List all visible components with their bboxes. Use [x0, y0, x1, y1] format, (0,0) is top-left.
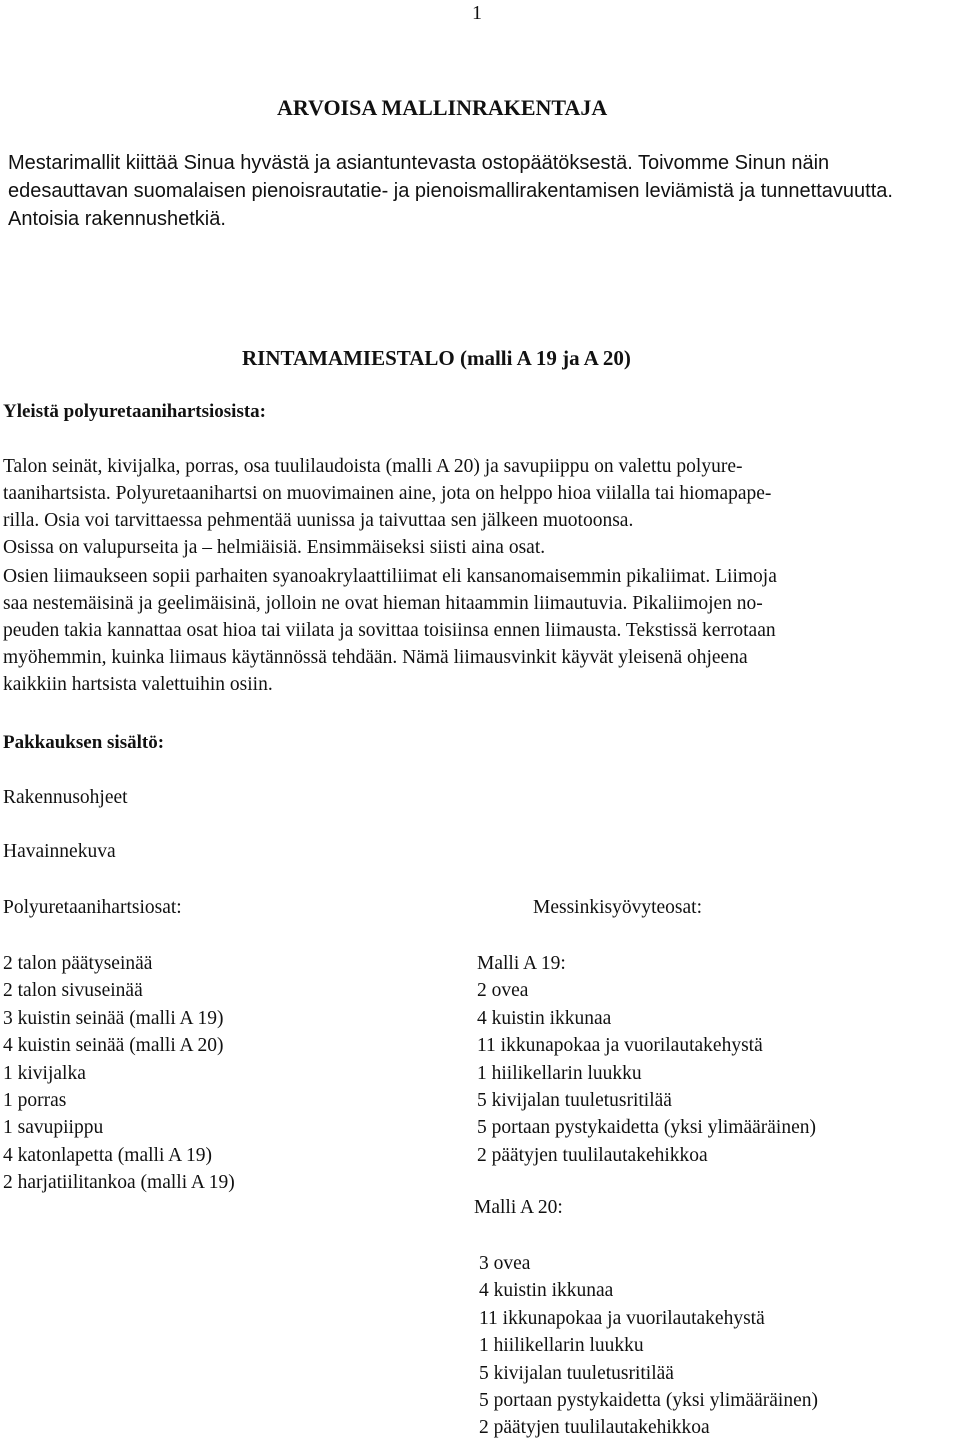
body-line: rilla. Osia voi tarvittaessa pehmentää uunissa ja taivuttaa sen jälkeen muotoonsa.: [3, 510, 634, 531]
page-title: ARVOISA MALLINRAKENTAJA: [277, 95, 608, 120]
page-number: 1: [472, 2, 482, 24]
list-item: 1 savupiippu: [3, 1117, 104, 1139]
list-item: 2 päätyjen tuulilautakehikkoa: [479, 1417, 710, 1439]
list-item: 3 kuistin seinää (malli A 19): [3, 1007, 224, 1029]
list-item: 5 portaan pystykaidetta (yksi ylimääräinen): [477, 1117, 816, 1139]
list-item: 1 porras: [3, 1089, 67, 1111]
list-item: 2 ovea: [477, 980, 529, 1002]
model-a20-heading: Malli A 20:: [474, 1197, 563, 1218]
body-line: Osissa on valupurseita ja – helmiäisiä. Ensimmäiseksi siisti aina osat.: [3, 537, 546, 558]
intro-line: Antoisia rakennushetkiä.: [8, 208, 226, 230]
body-line: peuden takia kannattaa osat hioa tai viilata ja sovittaa toisiinsa ennen liimausta. Tekstissä kerrotaan: [3, 620, 776, 641]
contents-item-instructions: Rakennusohjeet: [3, 787, 128, 808]
list-item: 2 päätyjen tuulilautakehikkoa: [477, 1144, 708, 1166]
model-a19-list: [477, 950, 816, 1169]
model-a20-list: [479, 1250, 818, 1442]
list-item: 11 ikkunapokaa ja vuorilautakehystä: [477, 1035, 763, 1057]
list-item: 2 talon sivuseinää: [3, 980, 143, 1002]
body-line: saa nestemäisinä ja geelimäisinä, jolloin ne ovat hieman hitaammin liimautuvia. Pikaliimojen no-: [3, 593, 763, 614]
list-item: 4 kuistin ikkunaa: [479, 1280, 614, 1302]
list-item: 1 kivijalka: [3, 1062, 86, 1084]
contents-item-illustration: Havainnekuva: [3, 841, 116, 862]
body-line: myöhemmin, kuinka liimaus käytännössä tehdään. Nämä liimausvinkit käyvät yleisenä ohjeena: [3, 647, 748, 668]
list-item: 4 katonlapetta (malli A 19): [3, 1144, 213, 1166]
list-item: 1 hiilikellarin luukku: [477, 1062, 642, 1084]
list-item: 2 talon päätyseinää: [3, 953, 153, 974]
model-a19-heading: Malli A 19:: [477, 953, 566, 974]
list-item: 3 ovea: [479, 1253, 531, 1274]
body-line: Osien liimaukseen sopii parhaiten syanoakrylaattiliimat eli kansanomaisemmin pikaliimat. Liimoja: [3, 566, 777, 587]
list-item: 5 kivijalan tuuletusritilää: [477, 1089, 672, 1111]
resin-parts-heading: Polyuretaanihartsiosat:: [3, 897, 182, 918]
list-item: 1 hiilikellarin luukku: [479, 1335, 644, 1357]
body-line: kaikkiin hartsista valettuihin osiin.: [3, 674, 273, 695]
intro-line: Mestarimallit kiittää Sinua hyvästä ja asiantuntevasta ostopäätöksestä. Toivomme Sinun näin: [8, 152, 830, 174]
intro-line: edesauttavan suomalaisen pienoisrautatie- ja pienoismallirakentamisen leviämistä ja tunnettavuutta.: [8, 180, 893, 202]
list-item: 5 portaan pystykaidetta (yksi ylimääräinen): [479, 1389, 818, 1411]
product-title: RINTAMAMIESTALO (malli A 19 ja A 20): [242, 346, 631, 370]
list-item: 4 kuistin seinää (malli A 20): [3, 1035, 224, 1057]
list-item: 2 harjatiilitankoa (malli A 19): [3, 1172, 235, 1194]
general-heading: Yleistä polyuretaanihartsiosista:: [3, 401, 267, 422]
contents-heading: Pakkauksen sisältö:: [3, 732, 165, 753]
body-line: Talon seinät, kivijalka, porras, osa tuulilaudoista (malli A 20) ja savupiippu on valettu polyure-: [3, 456, 743, 477]
list-item: 11 ikkunapokaa ja vuorilautakehystä: [479, 1307, 765, 1329]
list-item: 4 kuistin ikkunaa: [477, 1007, 612, 1029]
body-line: taanihartsista. Polyuretaanihartsi on muovimainen aine, jota on helppo hioa viilalla tai hiomapape-: [3, 483, 772, 504]
brass-parts-heading: Messinkisyövyteosat:: [533, 897, 702, 918]
resin-parts-list: [3, 950, 235, 1197]
list-item: 5 kivijalan tuuletusritilää: [479, 1362, 674, 1384]
